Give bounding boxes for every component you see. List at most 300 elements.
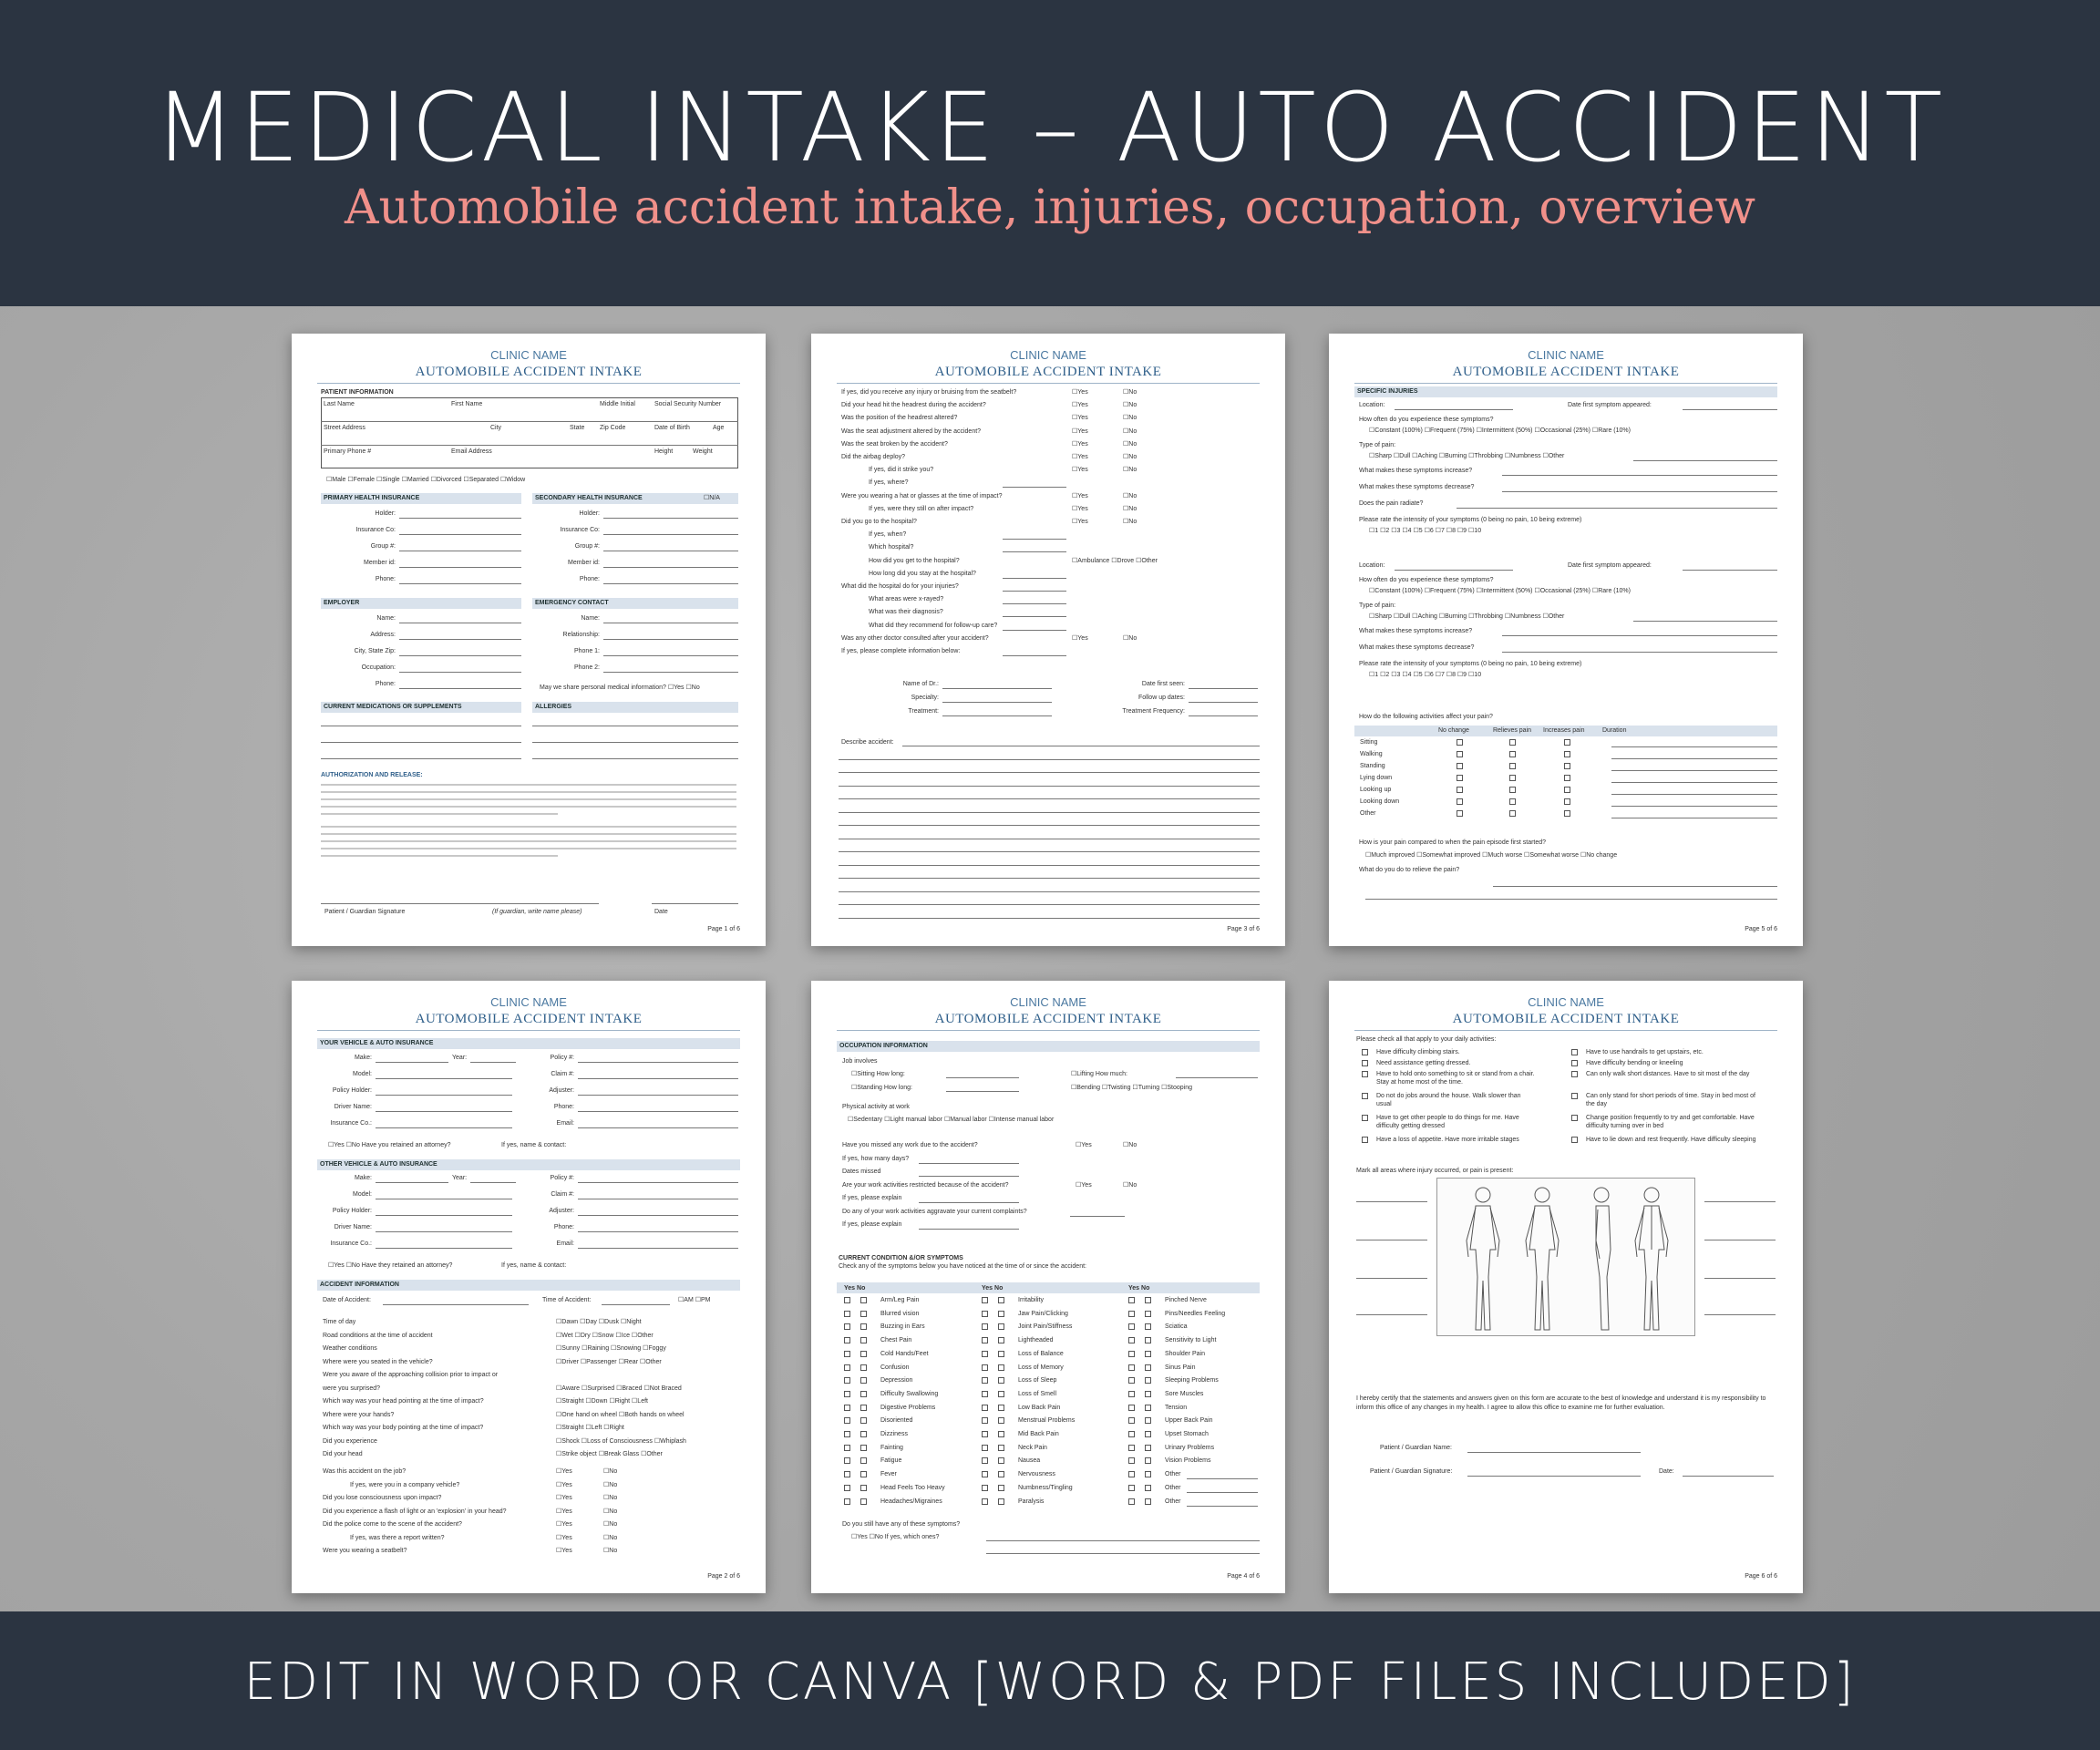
symptom-no-checkbox[interactable] — [998, 1417, 1004, 1424]
frequency-options[interactable]: ☐Constant (100%) ☐Frequent (75%) ☐Intermittent (50%) ☐Occasional (25%) ☐Rare (10%) — [1369, 588, 1631, 594]
symptom-yes-checkbox[interactable] — [1128, 1391, 1135, 1397]
yes-checkbox[interactable]: ☐Yes — [556, 1534, 572, 1541]
activity-checkbox[interactable] — [1509, 763, 1516, 769]
activity-checkbox[interactable] — [1564, 787, 1570, 793]
describe-line[interactable] — [839, 759, 1260, 760]
symptom-no-checkbox[interactable] — [1145, 1498, 1151, 1505]
other-symptom-line[interactable] — [1187, 1492, 1258, 1493]
answer-line[interactable] — [1003, 630, 1066, 631]
vehicle-field-line[interactable] — [578, 1182, 738, 1183]
yes-checkbox[interactable]: ☐Yes — [556, 1481, 572, 1488]
daily-checkbox[interactable] — [1571, 1115, 1578, 1121]
activity-checkbox[interactable] — [1564, 810, 1570, 817]
symptom-yes-checkbox[interactable] — [982, 1351, 988, 1357]
symptom-no-checkbox[interactable] — [860, 1351, 867, 1357]
activity-checkbox[interactable] — [1509, 798, 1516, 805]
allergy-line[interactable] — [532, 758, 738, 759]
answer-line[interactable] — [919, 1163, 1019, 1164]
yes-checkbox[interactable]: ☐Yes — [556, 1508, 572, 1515]
pain-location-line[interactable] — [1704, 1278, 1776, 1279]
symptom-no-checkbox[interactable] — [1145, 1311, 1151, 1317]
answer-line[interactable] — [1502, 491, 1777, 492]
insurance-field-line[interactable] — [603, 567, 738, 568]
vehicle-field-line[interactable] — [578, 1062, 738, 1063]
daily-checkbox[interactable] — [1362, 1137, 1368, 1143]
symptom-no-checkbox[interactable] — [998, 1377, 1004, 1384]
symptom-no-checkbox[interactable] — [860, 1417, 867, 1424]
year-line[interactable] — [470, 1062, 516, 1063]
answer-line[interactable] — [1003, 591, 1066, 592]
symptom-no-checkbox[interactable] — [860, 1457, 867, 1464]
daily-checkbox[interactable] — [1571, 1049, 1578, 1055]
accident-options[interactable]: ☐Straight ☐Down ☐Right ☐Left — [556, 1398, 648, 1405]
share-info-question[interactable]: May we share personal medical information? ☐Yes ☐No — [540, 685, 700, 691]
pain-type-options[interactable]: ☐Sharp ☐Dull ☐Aching ☐Burning ☐Throbbing ☐Numbness ☐Other — [1369, 453, 1565, 459]
vehicle-field-line[interactable] — [376, 1127, 512, 1128]
answer-line[interactable] — [1365, 899, 1777, 900]
symptom-no-checkbox[interactable] — [860, 1323, 867, 1330]
other-symptom-line[interactable] — [1187, 1478, 1258, 1479]
symptom-yes-checkbox[interactable] — [844, 1391, 850, 1397]
symptom-no-checkbox[interactable] — [998, 1364, 1004, 1371]
yes-checkbox[interactable]: ☐Yes — [1072, 389, 1088, 396]
still-symptoms-options[interactable]: ☐Yes ☐No If yes, which ones? — [851, 1534, 940, 1540]
answer-line[interactable] — [919, 1229, 1019, 1230]
symptom-no-checkbox[interactable] — [1145, 1364, 1151, 1371]
accident-options[interactable]: ☐Shock ☐Loss of Consciousness ☐Whiplash — [556, 1437, 686, 1445]
doctor-field-line[interactable] — [942, 702, 1052, 703]
no-checkbox[interactable]: ☐No — [1123, 427, 1138, 435]
job-standing[interactable]: ☐Standing How long: — [851, 1085, 912, 1091]
symptom-no-checkbox[interactable] — [860, 1498, 867, 1505]
duration-line[interactable] — [1611, 782, 1777, 783]
duration-line[interactable] — [1611, 794, 1777, 795]
yes-checkbox[interactable]: ☐Yes — [1072, 427, 1088, 435]
symptom-yes-checkbox[interactable] — [844, 1431, 850, 1437]
describe-line[interactable] — [839, 825, 1260, 826]
answer-line[interactable] — [986, 1553, 1260, 1554]
symptom-no-checkbox[interactable] — [1145, 1351, 1151, 1357]
yes-checkbox[interactable]: ☐Yes — [1076, 1181, 1092, 1189]
answer-line[interactable] — [1633, 621, 1777, 622]
no-checkbox[interactable]: ☐No — [1123, 492, 1138, 499]
describe-line[interactable] — [839, 918, 1260, 919]
answer-line[interactable] — [919, 1202, 1019, 1203]
symptom-yes-checkbox[interactable] — [982, 1471, 988, 1477]
attorney-question-yours[interactable]: ☐Yes ☐No Have you retained an attorney? — [328, 1142, 451, 1148]
answer-line[interactable] — [946, 1091, 1019, 1092]
vehicle-field-line[interactable] — [578, 1215, 738, 1216]
vehicle-field-line[interactable] — [376, 1095, 512, 1096]
job-lifting[interactable]: ☐Lifting How much: — [1071, 1071, 1127, 1077]
symptom-yes-checkbox[interactable] — [844, 1471, 850, 1477]
intensity-scale[interactable]: ☐1 ☐2 ☐3 ☐4 ☐5 ☐6 ☐7 ☐8 ☐9 ☐10 — [1369, 672, 1482, 678]
describe-line[interactable] — [839, 904, 1260, 905]
signature-line[interactable] — [321, 903, 599, 904]
activity-checkbox[interactable] — [1457, 787, 1463, 793]
symptom-yes-checkbox[interactable] — [982, 1337, 988, 1343]
symptom-yes-checkbox[interactable] — [1128, 1405, 1135, 1411]
activity-checkbox[interactable] — [1457, 739, 1463, 746]
answer-line[interactable] — [1502, 475, 1777, 476]
no-checkbox[interactable]: ☐No — [1123, 634, 1138, 642]
vehicle-field-line[interactable] — [376, 1062, 448, 1063]
accident-options[interactable]: ☐One hand on wheel ☐Both hands on wheel — [556, 1411, 685, 1418]
pain-location-line[interactable] — [1356, 1314, 1427, 1315]
symptom-yes-checkbox[interactable] — [1128, 1351, 1135, 1357]
answer-line[interactable] — [1493, 886, 1777, 887]
no-checkbox[interactable]: ☐No — [1123, 402, 1138, 409]
describe-line[interactable] — [839, 878, 1260, 879]
symptom-no-checkbox[interactable] — [860, 1485, 867, 1491]
no-checkbox[interactable]: ☐No — [603, 1534, 618, 1541]
symptom-yes-checkbox[interactable] — [982, 1364, 988, 1371]
answer-line[interactable] — [1003, 551, 1066, 552]
doctor-field-line[interactable] — [942, 715, 1052, 716]
location-line[interactable] — [1395, 409, 1513, 410]
yes-checkbox[interactable]: ☐Yes — [1072, 519, 1088, 525]
symptom-no-checkbox[interactable] — [998, 1471, 1004, 1477]
medication-line[interactable] — [321, 758, 521, 759]
am-pm-options[interactable]: ☐AM ☐PM — [678, 1297, 711, 1303]
accident-options[interactable]: ☐Dawn ☐Day ☐Dusk ☐Night — [556, 1319, 642, 1325]
accident-options[interactable]: ☐Sunny ☐Raining ☐Snowing ☐Foggy — [556, 1345, 666, 1352]
activity-checkbox[interactable] — [1564, 751, 1570, 757]
location-line[interactable] — [1395, 570, 1513, 571]
daily-checkbox[interactable] — [1362, 1071, 1368, 1077]
symptom-no-checkbox[interactable] — [1145, 1471, 1151, 1477]
symptom-yes-checkbox[interactable] — [844, 1417, 850, 1424]
employer-field-line[interactable] — [399, 639, 521, 640]
vehicle-field-line[interactable] — [578, 1127, 738, 1128]
symptom-no-checkbox[interactable] — [860, 1377, 867, 1384]
insurance-field-line[interactable] — [399, 518, 521, 519]
pain-type-options[interactable]: ☐Sharp ☐Dull ☐Aching ☐Burning ☐Throbbing ☐Numbness ☐Other — [1369, 613, 1565, 620]
answer-line[interactable] — [1633, 460, 1777, 461]
no-checkbox[interactable]: ☐No — [603, 1521, 618, 1528]
symptom-yes-checkbox[interactable] — [844, 1377, 850, 1384]
symptom-no-checkbox[interactable] — [1145, 1391, 1151, 1397]
symptom-yes-checkbox[interactable] — [844, 1351, 850, 1357]
symptom-no-checkbox[interactable] — [1145, 1445, 1151, 1451]
symptom-no-checkbox[interactable] — [860, 1311, 867, 1317]
symptom-yes-checkbox[interactable] — [1128, 1297, 1135, 1303]
symptom-yes-checkbox[interactable] — [844, 1297, 850, 1303]
duration-line[interactable] — [1611, 746, 1777, 747]
symptom-no-checkbox[interactable] — [998, 1485, 1004, 1491]
symptom-yes-checkbox[interactable] — [1128, 1431, 1135, 1437]
yes-checkbox[interactable]: ☐Yes — [1072, 415, 1088, 422]
no-checkbox[interactable]: ☐No — [1123, 505, 1138, 512]
vehicle-field-line[interactable] — [578, 1111, 738, 1112]
emergency-field-line[interactable] — [603, 639, 738, 640]
symptom-yes-checkbox[interactable] — [844, 1311, 850, 1317]
symptom-yes-checkbox[interactable] — [1128, 1498, 1135, 1505]
answer-line[interactable] — [1502, 635, 1777, 636]
answer-line[interactable] — [986, 1540, 1260, 1541]
accident-options[interactable]: ☐Wet ☐Dry ☐Snow ☐Ice ☐Other — [556, 1332, 654, 1339]
insurance-field-line[interactable] — [399, 534, 521, 535]
allergy-line[interactable] — [532, 742, 738, 743]
date-symptom-line[interactable] — [1683, 570, 1777, 571]
symptom-yes-checkbox[interactable] — [982, 1485, 988, 1491]
symptom-yes-checkbox[interactable] — [844, 1498, 850, 1505]
symptom-yes-checkbox[interactable] — [982, 1405, 988, 1411]
symptom-no-checkbox[interactable] — [998, 1431, 1004, 1437]
na-checkbox[interactable]: ☐N/A — [704, 495, 720, 501]
symptom-no-checkbox[interactable] — [860, 1337, 867, 1343]
job-sitting[interactable]: ☐Sitting How long: — [851, 1071, 905, 1077]
duration-line[interactable] — [1611, 770, 1777, 771]
describe-line[interactable] — [839, 812, 1260, 813]
yes-checkbox[interactable]: ☐Yes — [556, 1468, 572, 1475]
no-checkbox[interactable]: ☐No — [1123, 389, 1138, 396]
symptom-no-checkbox[interactable] — [860, 1297, 867, 1303]
attorney-question-other[interactable]: ☐Yes ☐No Have they retained an attorney? — [328, 1262, 453, 1269]
yes-checkbox[interactable]: ☐Yes — [1072, 492, 1088, 499]
physical-activity-options[interactable]: ☐Sedentary ☐Light manual labor ☐Manual labor ☐Intense manual labor — [848, 1117, 1055, 1123]
activity-checkbox[interactable] — [1564, 739, 1570, 746]
answer-line[interactable] — [1003, 578, 1066, 579]
symptom-yes-checkbox[interactable] — [982, 1417, 988, 1424]
activity-checkbox[interactable] — [1509, 739, 1516, 746]
vehicle-field-line[interactable] — [578, 1231, 738, 1232]
daily-checkbox[interactable] — [1362, 1049, 1368, 1055]
describe-line[interactable] — [839, 865, 1260, 866]
accident-options[interactable]: ☐Aware ☐Surprised ☐Braced ☐Not Braced — [556, 1385, 682, 1392]
answer-line[interactable] — [1176, 1077, 1258, 1078]
symptom-yes-checkbox[interactable] — [1128, 1377, 1135, 1384]
answer-line[interactable] — [1457, 508, 1777, 509]
symptom-yes-checkbox[interactable] — [844, 1457, 850, 1464]
vehicle-field-line[interactable] — [376, 1231, 512, 1232]
doctor-field-line[interactable] — [1189, 688, 1258, 689]
no-checkbox[interactable]: ☐No — [603, 1468, 618, 1475]
vehicle-field-line[interactable] — [376, 1111, 512, 1112]
symptom-no-checkbox[interactable] — [1145, 1297, 1151, 1303]
symptom-no-checkbox[interactable] — [860, 1471, 867, 1477]
symptom-yes-checkbox[interactable] — [982, 1445, 988, 1451]
symptom-no-checkbox[interactable] — [998, 1457, 1004, 1464]
no-checkbox[interactable]: ☐No — [1123, 1142, 1138, 1148]
describe-line[interactable] — [839, 891, 1260, 892]
answer-line[interactable] — [1003, 655, 1066, 656]
daily-checkbox[interactable] — [1362, 1060, 1368, 1066]
vehicle-field-line[interactable] — [376, 1182, 448, 1183]
date-line[interactable] — [1683, 1476, 1774, 1477]
other-symptom-line[interactable] — [1187, 1506, 1258, 1507]
symptom-no-checkbox[interactable] — [860, 1364, 867, 1371]
yes-checkbox[interactable]: ☐Yes — [1072, 402, 1088, 409]
symptom-no-checkbox[interactable] — [998, 1445, 1004, 1451]
body-diagram[interactable] — [1436, 1178, 1695, 1336]
doctor-field-line[interactable] — [1189, 715, 1258, 716]
year-line[interactable] — [470, 1182, 516, 1183]
date-symptom-line[interactable] — [1683, 409, 1777, 410]
vehicle-field-line[interactable] — [578, 1248, 738, 1249]
answer-line[interactable] — [1502, 652, 1777, 653]
symptom-no-checkbox[interactable] — [998, 1498, 1004, 1505]
no-checkbox[interactable]: ☐No — [1123, 454, 1138, 460]
answer-line[interactable] — [946, 1077, 1019, 1078]
describe-line[interactable] — [839, 798, 1260, 799]
duration-line[interactable] — [1611, 806, 1777, 807]
employer-field-line[interactable] — [399, 688, 521, 689]
activity-checkbox[interactable] — [1564, 763, 1570, 769]
emergency-field-line[interactable] — [603, 655, 738, 656]
symptom-no-checkbox[interactable] — [1145, 1431, 1151, 1437]
insurance-field-line[interactable] — [399, 567, 521, 568]
accident-options[interactable]: ☐Driver ☐Passenger ☐Rear ☐Other — [556, 1358, 662, 1365]
symptom-no-checkbox[interactable] — [998, 1297, 1004, 1303]
symptom-no-checkbox[interactable] — [998, 1323, 1004, 1330]
no-checkbox[interactable]: ☐No — [1123, 440, 1138, 448]
accident-options[interactable]: ☐Strike object ☐Break Glass ☐Other — [556, 1451, 663, 1457]
activity-checkbox[interactable] — [1457, 810, 1463, 817]
symptom-yes-checkbox[interactable] — [1128, 1364, 1135, 1371]
employer-field-line[interactable] — [399, 655, 521, 656]
symptom-no-checkbox[interactable] — [998, 1391, 1004, 1397]
symptom-yes-checkbox[interactable] — [844, 1364, 850, 1371]
describe-line[interactable] — [839, 786, 1260, 787]
symptom-yes-checkbox[interactable] — [982, 1391, 988, 1397]
yes-checkbox[interactable]: ☐Yes — [556, 1548, 572, 1554]
symptom-no-checkbox[interactable] — [1145, 1485, 1151, 1491]
daily-checkbox[interactable] — [1571, 1060, 1578, 1066]
no-checkbox[interactable]: ☐No — [603, 1508, 618, 1515]
date-line[interactable] — [652, 903, 738, 904]
pain-location-line[interactable] — [1704, 1314, 1776, 1315]
answer-line[interactable] — [1003, 487, 1066, 488]
gender-marital-options[interactable]: ☐Male ☐Female ☐Single ☐Married ☐Divorced ☐Separated ☐Widow — [326, 477, 526, 483]
yes-checkbox[interactable]: ☐Yes — [1072, 467, 1088, 474]
symptom-yes-checkbox[interactable] — [844, 1445, 850, 1451]
symptom-no-checkbox[interactable] — [998, 1351, 1004, 1357]
no-checkbox[interactable]: ☐No — [1123, 519, 1138, 525]
symptom-yes-checkbox[interactable] — [1128, 1323, 1135, 1330]
accident-date-line[interactable] — [383, 1304, 529, 1305]
vehicle-field-line[interactable] — [578, 1078, 738, 1079]
no-checkbox[interactable]: ☐No — [1123, 467, 1138, 474]
symptom-yes-checkbox[interactable] — [1128, 1471, 1135, 1477]
pain-location-line[interactable] — [1704, 1201, 1776, 1202]
symptom-yes-checkbox[interactable] — [982, 1377, 988, 1384]
symptom-yes-checkbox[interactable] — [844, 1337, 850, 1343]
daily-checkbox[interactable] — [1362, 1093, 1368, 1099]
symptom-no-checkbox[interactable] — [998, 1405, 1004, 1411]
symptom-no-checkbox[interactable] — [1145, 1405, 1151, 1411]
daily-checkbox[interactable] — [1571, 1093, 1578, 1099]
insurance-field-line[interactable] — [603, 583, 738, 584]
vehicle-field-line[interactable] — [376, 1078, 512, 1079]
doctor-field-line[interactable] — [1189, 702, 1258, 703]
symptom-yes-checkbox[interactable] — [1128, 1311, 1135, 1317]
no-checkbox[interactable]: ☐No — [603, 1548, 618, 1554]
no-checkbox[interactable]: ☐No — [603, 1495, 618, 1501]
compare-options[interactable]: ☐Much improved ☐Somewhat improved ☐Much worse ☐Somewhat worse ☐No change — [1365, 852, 1618, 859]
activity-checkbox[interactable] — [1509, 775, 1516, 781]
no-checkbox[interactable]: ☐No — [1123, 415, 1138, 422]
no-checkbox[interactable]: ☐No — [1123, 1181, 1138, 1189]
pain-location-line[interactable] — [1356, 1278, 1427, 1279]
daily-checkbox[interactable] — [1362, 1115, 1368, 1121]
activity-checkbox[interactable] — [1509, 810, 1516, 817]
yes-checkbox[interactable]: ☐Yes — [1072, 454, 1088, 460]
accident-options[interactable]: ☐Straight ☐Left ☐Right — [556, 1425, 624, 1431]
yes-checkbox[interactable]: ☐Yes — [1072, 634, 1088, 642]
doctor-field-line[interactable] — [942, 688, 1052, 689]
activity-checkbox[interactable] — [1457, 775, 1463, 781]
insurance-field-line[interactable] — [399, 583, 521, 584]
answer-line[interactable] — [1003, 616, 1066, 617]
symptom-no-checkbox[interactable] — [860, 1391, 867, 1397]
symptom-no-checkbox[interactable] — [1145, 1457, 1151, 1464]
yes-checkbox[interactable]: ☐Yes — [556, 1495, 572, 1501]
frequency-options[interactable]: ☐Constant (100%) ☐Frequent (75%) ☐Intermittent (50%) ☐Occasional (25%) ☐Rare (10%) — [1369, 427, 1631, 434]
duration-line[interactable] — [1611, 758, 1777, 759]
guardian-signature-line[interactable] — [1467, 1476, 1641, 1477]
symptom-yes-checkbox[interactable] — [1128, 1417, 1135, 1424]
insurance-field-line[interactable] — [603, 518, 738, 519]
symptom-no-checkbox[interactable] — [860, 1405, 867, 1411]
employer-field-line[interactable] — [399, 672, 521, 673]
symptom-yes-checkbox[interactable] — [982, 1457, 988, 1464]
activity-checkbox[interactable] — [1509, 787, 1516, 793]
symptom-no-checkbox[interactable] — [1145, 1323, 1151, 1330]
symptom-yes-checkbox[interactable] — [982, 1431, 988, 1437]
transport-options[interactable]: ☐Ambulance ☐Drove ☐Other — [1072, 557, 1158, 564]
symptom-yes-checkbox[interactable] — [982, 1311, 988, 1317]
symptom-yes-checkbox[interactable] — [982, 1498, 988, 1505]
accident-time-line[interactable] — [602, 1304, 670, 1305]
symptom-no-checkbox[interactable] — [1145, 1337, 1151, 1343]
symptom-yes-checkbox[interactable] — [982, 1323, 988, 1330]
insurance-field-line[interactable] — [603, 534, 738, 535]
vehicle-field-line[interactable] — [376, 1248, 512, 1249]
symptom-yes-checkbox[interactable] — [1128, 1485, 1135, 1491]
guardian-name-line[interactable] — [1467, 1452, 1641, 1453]
answer-line[interactable] — [1003, 539, 1066, 540]
answer-line[interactable] — [1003, 603, 1066, 604]
symptom-no-checkbox[interactable] — [998, 1337, 1004, 1343]
answer-line[interactable] — [1070, 1216, 1125, 1217]
activity-checkbox[interactable] — [1564, 798, 1570, 805]
answer-line[interactable] — [919, 1176, 1019, 1177]
yes-checkbox[interactable]: ☐Yes — [1072, 440, 1088, 448]
job-bending[interactable]: ☐Bending ☐Twisting ☐Turning ☐Stooping — [1071, 1085, 1193, 1091]
activity-checkbox[interactable] — [1509, 751, 1516, 757]
intensity-scale[interactable]: ☐1 ☐2 ☐3 ☐4 ☐5 ☐6 ☐7 ☐8 ☐9 ☐10 — [1369, 528, 1482, 534]
daily-checkbox[interactable] — [1571, 1071, 1578, 1077]
activity-checkbox[interactable] — [1457, 751, 1463, 757]
no-checkbox[interactable]: ☐No — [603, 1481, 618, 1488]
symptom-yes-checkbox[interactable] — [1128, 1337, 1135, 1343]
symptom-no-checkbox[interactable] — [998, 1311, 1004, 1317]
yes-checkbox[interactable]: ☐Yes — [1072, 505, 1088, 512]
activity-checkbox[interactable] — [1457, 763, 1463, 769]
symptom-yes-checkbox[interactable] — [1128, 1457, 1135, 1464]
symptom-yes-checkbox[interactable] — [1128, 1445, 1135, 1451]
symptom-yes-checkbox[interactable] — [844, 1405, 850, 1411]
medication-line[interactable] — [321, 742, 521, 743]
emergency-field-line[interactable] — [603, 672, 738, 673]
yes-checkbox[interactable]: ☐Yes — [1076, 1142, 1092, 1148]
vehicle-field-line[interactable] — [376, 1215, 512, 1216]
describe-line[interactable] — [839, 851, 1260, 852]
symptom-no-checkbox[interactable] — [1145, 1417, 1151, 1424]
symptom-yes-checkbox[interactable] — [844, 1485, 850, 1491]
symptom-no-checkbox[interactable] — [1145, 1377, 1151, 1384]
